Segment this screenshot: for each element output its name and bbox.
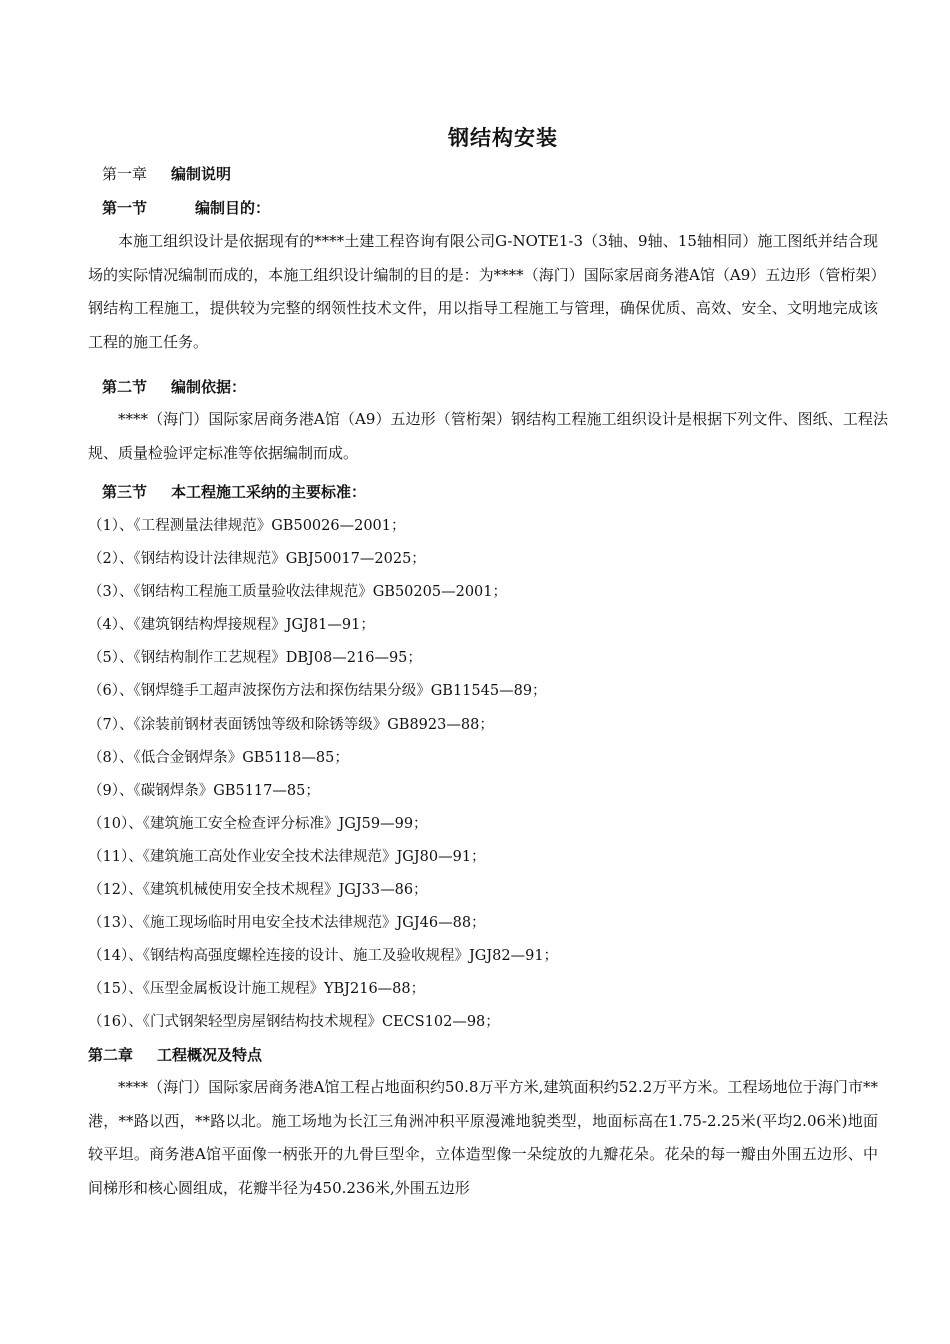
standards-list — [88, 510, 558, 1040]
chapter-name: 工程概况及特点 — [157, 1046, 263, 1064]
list-item: （11）、《建筑施工高处作业安全技术法律规范》JGJ80—91； — [88, 848, 486, 865]
section-1-heading — [102, 197, 270, 218]
list-item: （16）、《门式钢架轻型房屋钢结构技术规程》CECS102—98； — [88, 1014, 500, 1031]
section-number: 第一节 — [102, 199, 148, 217]
list-item: （4）、《建筑钢结构焊接规程》JGJ81—91； — [88, 617, 375, 634]
list-item: （14）、《钢结构高强度螺栓连接的设计、施工及验收规程》JGJ82—91； — [88, 948, 559, 965]
section-name: 编制依据： — [171, 378, 247, 396]
chapter-2-paragraph: ****（海门）国际家居商务港A馆工程占地面积约50.8万平方米,建筑面积约52.2万平方米。工程场地位于海门市**港，**路以西，**路以北。施工场地为长江三角洲冲积平原漫滩地貌类型，地面标高在1.75-2.25米(平均2.06米)地面较平坦。商务港A馆平面像一柄张开的九骨巨型伞，立体造型像一朵绽放的九瓣花朵。花朵的每一瓣由外围五边形、中间梯形和核心圆组成，花瓣半径为450.236米,外围五边形 — [88, 1078, 878, 1197]
chapter-1-heading — [102, 163, 231, 184]
chapter-number: 第二章 — [88, 1046, 134, 1064]
list-item: （10）、《建筑施工安全检查评分标准》JGJ59—99； — [88, 815, 428, 832]
chapter-number: 第一章 — [102, 165, 148, 183]
section-2-paragraph: ****（海门）国际家居商务港A馆（A9）五边形（管桁架）钢结构工程施工组织设计是根据下列文件、图纸、工程法规、质量检验评定标准等依据编制而成。 — [88, 410, 888, 462]
list-item: （2）、《钢结构设计法律规范》GBJ50017—2025； — [88, 551, 426, 568]
list-item: （7）、《涂装前钢材表面锈蚀等级和除锈等级》GB8923—88； — [88, 716, 494, 733]
list-item: （3）、《钢结构工程施工质量验收法律规范》GB50205—2001； — [88, 584, 507, 601]
list-item: （6）、《钢焊缝手工超声波探伤方法和探伤结果分级》GB11545—89； — [88, 683, 547, 700]
list-item: （1）、《工程测量法律规范》GB50026—2001； — [88, 518, 406, 534]
list-item: （5）、《钢结构制作工艺规程》DBJ08—216—95； — [88, 650, 422, 667]
section-3-heading — [102, 481, 366, 502]
section-2-heading — [102, 376, 246, 397]
chapter-2-heading — [88, 1044, 262, 1065]
section-number: 第三节 — [102, 483, 148, 501]
section-1-paragraph: 本施工组织设计是依据现有的****土建工程咨询有限公司G-NOTE1-3（3轴、9轴、15轴相同）施工图纸并结合现场的实际情况编制而成的，本施工组织设计编制的目的是：为****（海门）国际家居商务港A馆（A9）五边形（管桁架）钢结构工程施工，提供较为完整的纲领性技术文件，用以指导工程施工与管理，确保优质、高效、安全、文明地完成该工程的施工任务。 — [88, 232, 878, 351]
list-item: （9）、《碳钢焊条》GB5117—85； — [88, 782, 320, 799]
list-item: （15）、《压型金属板设计施工规程》YBJ216—88； — [88, 981, 426, 998]
section-number: 第二节 — [102, 378, 148, 396]
list-item: （12）、《建筑机械使用安全技术规程》JGJ33—86； — [88, 882, 428, 899]
list-item: （8）、《低合金钢焊条》GB5118—85； — [88, 749, 349, 766]
chapter-name: 编制说明 — [171, 165, 232, 183]
list-item: （13）、《施工现场临时用电安全技术法律规范》JGJ46—88； — [88, 915, 486, 932]
section-name: 编制目的： — [195, 199, 271, 217]
document-title: 钢结构安装 — [448, 126, 558, 150]
section-name: 本工程施工采纳的主要标准： — [171, 483, 367, 501]
